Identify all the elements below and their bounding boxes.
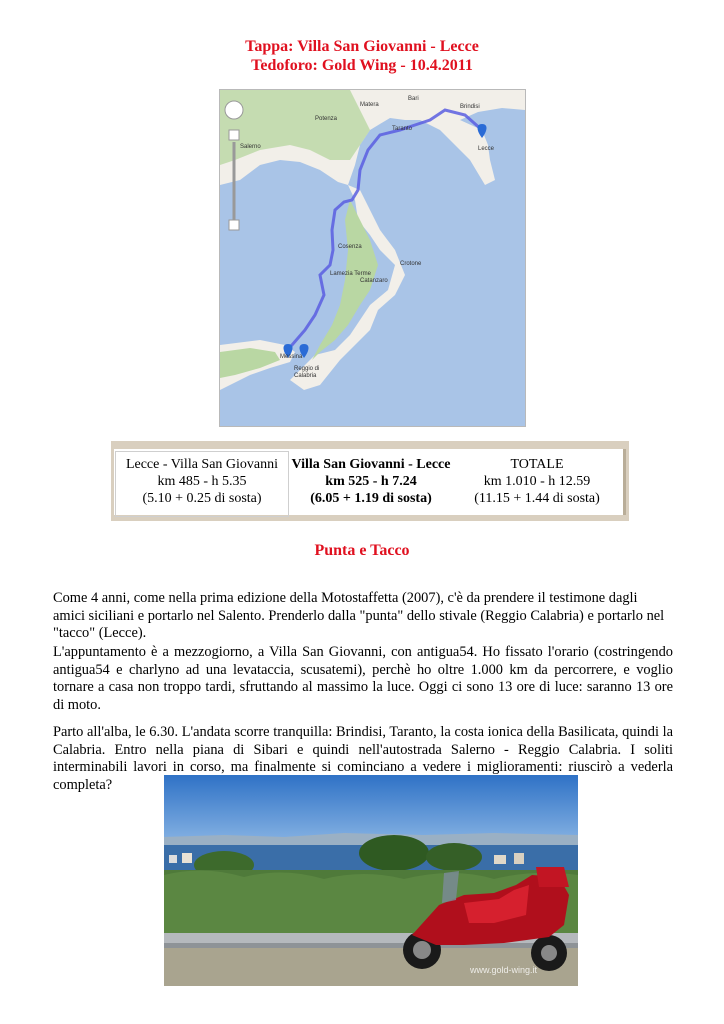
map-label-salerno: Salerno (240, 144, 261, 150)
summary-col-return-route: Villa San Giovanni - Lecce (291, 457, 451, 472)
route-map[interactable] (219, 89, 526, 427)
paragraph-2: L'appuntamento è a mezzogiorno, a Villa San Giovanni, con antigua54. Ho fissato l'orario (costringendo antigua54 e charlyno ad una levataccia, scusatemi), perchè ho oltre 1.000 km da percorrere, e voglio tornare a casa non troppo tardi, sfruttando al massimo la luce. Oggi ci sono 13 ore di luce: saranno 13 ore di moto. (53, 644, 673, 713)
map-label-potenza: Potenza (315, 116, 338, 122)
map-label-lamezia: Lamezia Terme (330, 271, 371, 277)
map-label-reggio: Reggio di (294, 366, 320, 372)
map-label-messina: Messina (280, 354, 303, 360)
summary-col-outbound-stops: (5.10 + 0.25 di sosta) (142, 491, 262, 506)
map-label-brindisi: Brindisi (460, 104, 480, 110)
photo-watermark: www.gold-wing.it (470, 965, 538, 975)
summary-col-return-distance: km 525 - h 7.24 (325, 474, 417, 489)
map-label-taranto: Taranto (392, 126, 413, 132)
page-title-line2: Tedoforo: Gold Wing - 10.4.2011 (251, 57, 473, 74)
map-label-catanzaro: Catanzaro (360, 278, 388, 284)
summary-col-outbound (117, 456, 287, 507)
summary-col-outbound-route: Lecce - Villa San Giovanni (125, 457, 279, 472)
paragraph-3: Parto all'alba, le 6.30. L'andata scorre tranquilla: Brindisi, Taranto, la costa ionica della Basilicata, quindi la Calabria. Entro nella piana di Sibari e quindi nell'autostrada Salerno - Reggio Calabria. I soliti interminabili lavori in corso, ma finalmente si cominciano a vedere i miglioramenti: riuscirò a vederla completa? (53, 724, 673, 793)
summary-col-return-stops: (6.05 + 1.19 di sosta) (310, 491, 432, 506)
paragraph-1: Come 4 anni, come nella prima edizione della Motostaffetta (2007), c'è da prendere il testimone dagli amici siciliani e portarlo nel Salento. Prenderlo dalla "punta" dello stivale (Reggio Calabria) e portarlo nel "tacco" (Lecce). (53, 590, 665, 642)
map-label-matera: Matera (360, 102, 379, 108)
map-label-lecce: Lecce (478, 146, 495, 152)
section-title: Punta e Tacco (314, 542, 410, 559)
summary-col-total-distance: km 1.010 - h 12.59 (483, 474, 591, 489)
map-label-reggio2: Calabria (294, 373, 317, 379)
map-label-crotone: Crotone (400, 261, 422, 267)
route-summary-table (111, 441, 629, 521)
page-title-line1: Tappa: Villa San Giovanni - Lecce (245, 38, 479, 55)
map-label-cosenza: Cosenza (338, 244, 362, 250)
map-label-bari: Bari (408, 96, 419, 102)
summary-col-outbound-distance: km 485 - h 5.35 (157, 474, 247, 489)
summary-col-total (452, 456, 622, 507)
summary-col-total-label: TOTALE (510, 457, 564, 472)
summary-col-total-stops: (11.15 + 1.44 di sosta) (474, 491, 600, 506)
motorcycle-photo (164, 775, 578, 986)
summary-col-return (286, 456, 456, 507)
